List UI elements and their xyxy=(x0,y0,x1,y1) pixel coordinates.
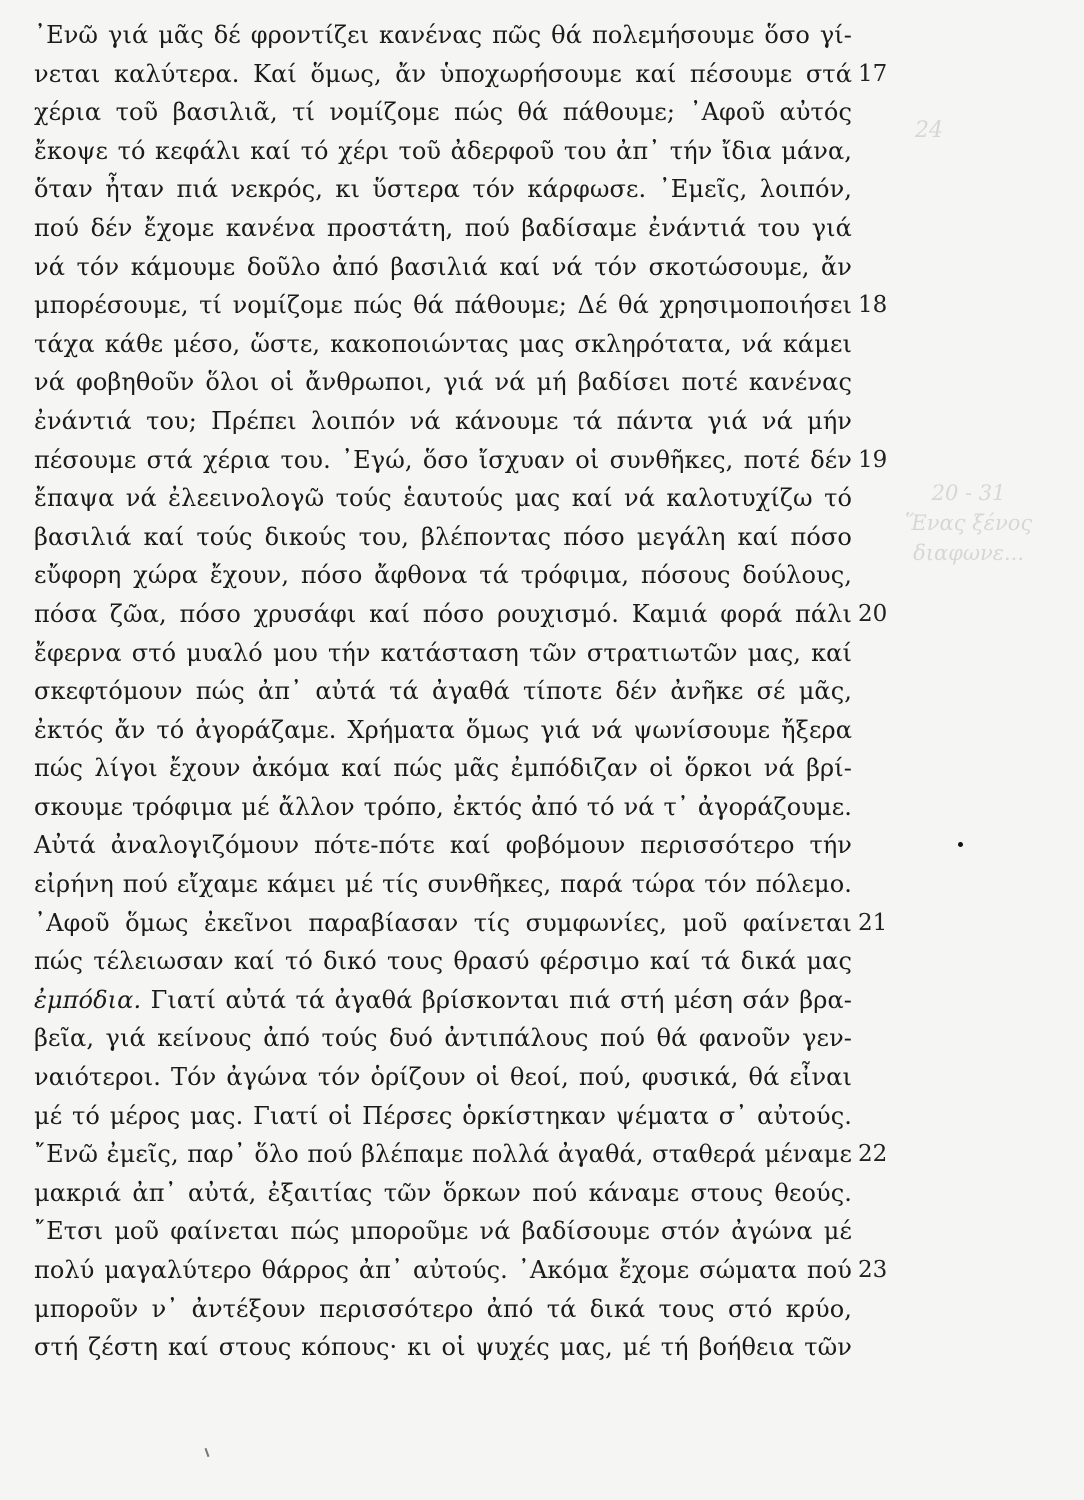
section-number: 17 xyxy=(858,60,888,87)
text-line: τάχα κάθε μέσο, ὥστε, κακοποιώντας μας σκληρότατα, νά κάμει xyxy=(34,329,852,358)
ink-speck xyxy=(958,842,963,847)
text-line: ῎Ετσι μοῦ φαίνεται πώς μποροῦμε νά βαδίσουμε στόν ἀγώνα μέ xyxy=(34,1217,852,1246)
text-line: νά φοβηθοῦν ὅλοι οἱ ἄνθρωποι, γιά νά μή βαδίσει ποτέ κανένας xyxy=(34,368,852,397)
text-line: χέρια τοῦ βασιλιᾶ, τί νομίζομε πώς θά πάθουμε; ᾿Αφοῦ αὐτός xyxy=(34,98,852,127)
text-line: μποροῦν ν᾿ ἀντέξουν περισσότερο ἀπό τά δικά τους στό κρύο, xyxy=(34,1294,852,1323)
text-line: ὅταν ἦταν πιά νεκρός, κι ὕστερα τόν κάρφωσε. ᾿Εμεῖς, λοιπόν, xyxy=(34,175,852,204)
section-number: 21 xyxy=(858,909,888,936)
text-line: νά τόν κάμουμε δοῦλο ἀπό βασιλιά καί νά τόν σκοτώσουμε, ἄν xyxy=(34,252,852,281)
text-line: ἔφερνα στό μυαλό μου τήν κατάσταση τῶν στρατιωτῶν μας, καί xyxy=(34,638,852,667)
text-line: ἐνάντιά του; Πρέπει λοιπόν νά κάνουμε τά πάντα γιά νά μήν xyxy=(34,406,852,435)
body-text xyxy=(34,16,852,1367)
text-line: εὔφορη χώρα ἔχουν, πόσο ἄφθονα τά τρόφιμα, πόσους δούλους, xyxy=(34,561,852,590)
text-line: βασιλιά καί τούς δικούς του, βλέποντας πόσο μεγάλη καί πόσο xyxy=(34,522,852,551)
bleed-through-line: διαφωνε... xyxy=(913,541,1025,565)
text-line: ᾿Ενῶ γιά μᾶς δέ φροντίζει κανένας πῶς θά πολεμήσουμε ὅσο γί- xyxy=(34,21,852,49)
text-line: σκεφτόμουν πώς ἀπ᾿ αὐτά τά ἀγαθά τίποτε δέν ἀνῆκε σέ μᾶς, xyxy=(34,677,852,706)
section-number: 19 xyxy=(858,446,888,473)
bleed-through-line: Ἕνας ξένος xyxy=(905,511,1033,535)
text-line: μακριά ἀπ᾿ αὐτά, ἐξαιτίας τῶν ὅρκων πού κάναμε στους θεούς. xyxy=(34,1178,852,1207)
text-line: εἰρήνη πού εἴχαμε κάμει μέ τίς συνθῆκες, παρά τώρα τόν πόλεμο. xyxy=(34,870,852,899)
text-line: στή ζέστη καί στους κόπους· κι οἱ ψυχές μας, μέ τή βοήθεια τῶν xyxy=(34,1333,852,1362)
ink-mark xyxy=(205,1448,210,1457)
text-line: νεται καλύτερα. Καί ὅμως, ἄν ὑποχωρήσουμε καί πέσουμε στά xyxy=(34,59,852,88)
text-line: ναιότεροι. Τόν ἀγώνα τόν ὁρίζουν οἱ θεοί, πού, φυσικά, θά εἶναι xyxy=(34,1063,852,1092)
text-line: σκουμε τρόφιμα μέ ἄλλον τρόπο, ἐκτός ἀπό τό νά τ᾿ ἀγοράζουμε. xyxy=(34,792,852,821)
bleed-through-heading xyxy=(905,478,1032,568)
section-number: 18 xyxy=(858,292,888,319)
bleed-through-number: 24 xyxy=(915,118,943,143)
text-line: ἔπαψα νά ἐλεεινολογῶ τούς ἑαυτούς μας καί νά καλοτυχίζω τό xyxy=(34,484,852,513)
bleed-through-line: 20 - 31 xyxy=(931,481,1006,505)
text-line: ἐκτός ἄν τό ἀγοράζαμε. Χρήματα ὅμως γιά νά ψωνίσουμε ἤξερα xyxy=(34,715,852,744)
text-line: πώς τέλειωσαν καί τό δικό τους θρασύ φέρσιμο καί τά δικά μας xyxy=(34,947,852,976)
text-line: πολύ μαγαλύτερο θάρρος ἀπ᾿ αὐτούς. ᾿Ακόμα ἔχομε σώματα πού xyxy=(34,1256,852,1284)
text-line: μέ τό μέρος μας. Γιατί οἱ Πέρσες ὁρκίστηκαν ψέματα σ᾿ αὐτούς. xyxy=(34,1101,852,1130)
text-line: ἐμπόδια. Γιατί αὐτά τά ἀγαθά βρίσκονται πιά στή μέση σάν βρα- xyxy=(34,985,852,1014)
text-line: πέσουμε στά χέρια του. ᾿Εγώ, ὅσο ἴσχυαν οἱ συνθῆκες, ποτέ δέν xyxy=(34,445,852,474)
section-number: 22 xyxy=(858,1141,888,1168)
text-line: βεῖα, γιά κείνους ἀπό τούς δυό ἀντιπάλους πού θά φανοῦν γεν- xyxy=(34,1024,852,1053)
text-line: πώς λίγοι ἔχουν ἀκόμα καί πώς μᾶς ἐμπόδιζαν οἱ ὅρκοι νά βρί- xyxy=(34,754,852,783)
text-line: μπορέσουμε, τί νομίζομε πώς θά πάθουμε; Δέ θά χρησιμοποιήσει xyxy=(34,291,852,320)
italic-word: ἐμπόδια. xyxy=(34,985,142,1014)
text-line: ῎Ενῶ ἐμεῖς, παρ᾿ ὅλο πού βλέπαμε πολλά ἀγαθά, σταθερά μέναμε xyxy=(34,1140,852,1169)
text-line: Αὐτά ἀναλογιζόμουν πότε-πότε καί φοβόμουν περισσότερο τήν xyxy=(34,831,852,860)
section-number: 23 xyxy=(858,1257,888,1284)
section-number: 20 xyxy=(858,601,888,627)
text-line: ᾿Αφοῦ ὅμως ἐκεῖνοι παραβίασαν τίς συμφωνίες, μοῦ φαίνεται xyxy=(34,908,852,937)
text-line: πόσα ζῶα, πόσο χρυσάφι καί πόσο ρουχισμό. Καμιά φορά πάλι xyxy=(34,599,852,628)
text-line: πού δέν ἔχομε κανένα προστάτη, πού βαδίσαμε ἐνάντιά του γιά xyxy=(34,213,852,242)
text-line: ἔκοψε τό κεφάλι καί τό χέρι τοῦ ἀδερφοῦ του ἀπ᾿ τήν ἴδια μάνα, xyxy=(34,136,852,165)
